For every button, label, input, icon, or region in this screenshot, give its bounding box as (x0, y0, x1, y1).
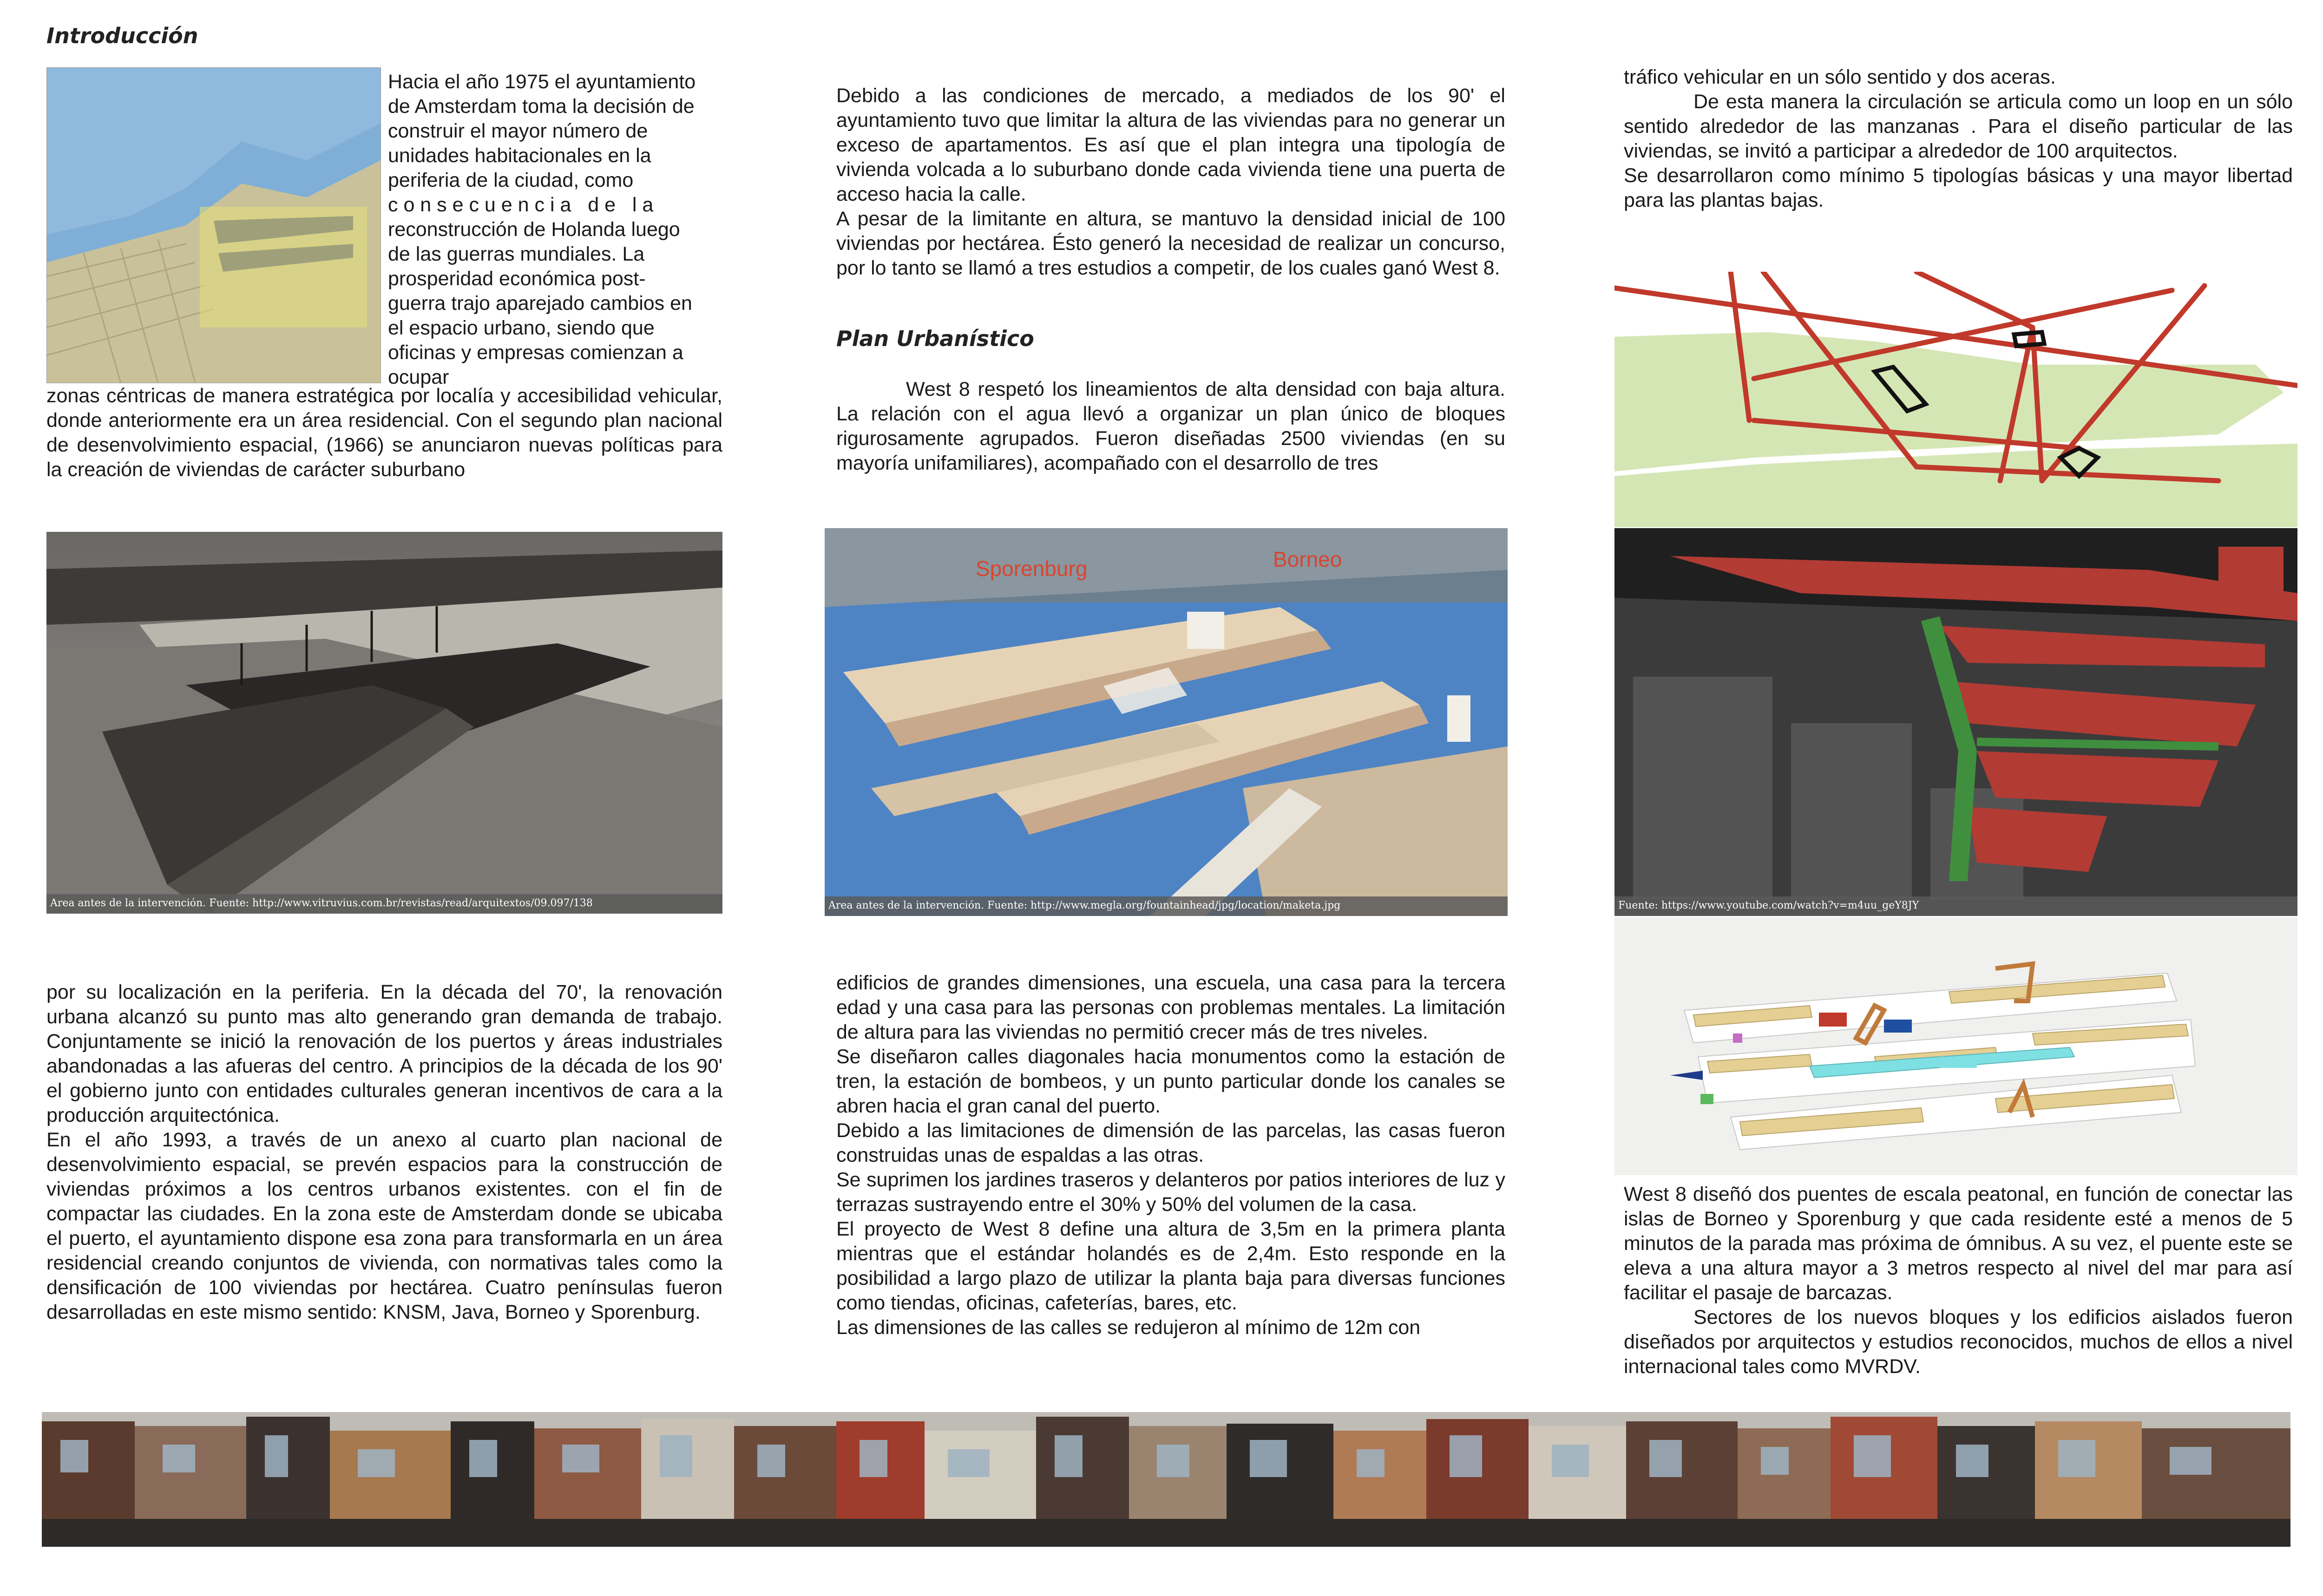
intro-line: guerra trajo aparejado cambios en (388, 292, 692, 314)
col3-para3: Se desarrollaron como mínimo 5 tipologías básicas y una mayor libertad para las plantas bajas. (1624, 164, 2293, 211)
col3-para2: De esta manera la circulación se articula como un loop en un sólo sentido alrededor de las manzanas . Para el diseño particular de las viviendas, se invitó a participar a alrededor de 100 arquitectos. (1624, 91, 2293, 162)
col2-lower-text (836, 971, 1505, 1340)
intro-line: reconstrucción de Holanda luego (388, 218, 680, 241)
model-caption-bar (825, 896, 1508, 916)
intro-line: Hacia el año 1975 el ayuntamiento (388, 71, 696, 93)
intro-line: ocupar (388, 366, 449, 388)
model-label-borneo: Borneo (1273, 547, 1342, 571)
col2-para4: edificios de grandes dimensiones, una escuela, una casa para la tercera edad y una casa para las personas con problemas mentales. La limitación de altura para las viviendas no permitió crecer más de tres niveles. (836, 972, 1505, 1043)
intro-line: oficinas y empresas comienzan a (388, 341, 683, 364)
col2-para6: Debido a las limitaciones de dimensión de las parcelas, las casas fueron construidas unas de espaldas a las otras. (836, 1119, 1505, 1166)
intro-paragraph-continuation (46, 384, 722, 482)
intro-line: periferia de la ciudad, como (388, 169, 634, 191)
intro-line: el espacio urbano, siendo que (388, 317, 655, 339)
intro-line: prosperidad económica post- (388, 268, 646, 290)
col2-para3: West 8 respetó los lineamientos de alta densidad con baja altura. La relación con el agua llevó a organizar un plan único de bloques rigurosamente agrupados. Fueron diseñadas 2500 viviendas (en su mayoría unifamiliares), acompañado con el desarrollo de tres (836, 378, 1505, 474)
col3-lower-text (1624, 1182, 2293, 1379)
col2-para1: Debido a las condiciones de mercado, a mediados de los 90' el ayuntamiento tuvo que limitar la altura de las viviendas para no generar un exceso de apartamentos. Es así que el plan integra una tipología de vivienda volcada a lo suburbano donde cada vivienda tiene una puerta de acceso hacia la calle. (836, 85, 1505, 205)
intro-line: de Amsterdam toma la decisión de (388, 95, 695, 118)
col3-para4: West 8 diseñó dos puentes de escala peatonal, en función de conectar las islas de Borneo y Sporenburg y que cada residente esté a menos de 5 minutos de la parada mas próxima de ómnibus. A su vez, el puente este se eleva a una altura mayor a 3 metros respecto al nivel del mar para así facilitar el pasaje de barcazas. (1624, 1183, 2293, 1304)
intro-para-rest: zonas céntricas de manera estratégica por localía y accesibilidad vehicular, donde anteriormente era un área residencial. Con el segundo plan nacional de desenvolvimiento espacial, (1966) se anunciaron nuevas políticas para la creación de viviendas de carácter suburbano (46, 385, 722, 481)
col2-para5: Se diseñaron calles diagonales hacia monumentos como la estación de tren, la estación de bombeos, y un punto particular donde los canales se abren hacia el gran canal del puerto. (836, 1046, 1505, 1117)
heading-introduccion: Introducción (46, 23, 198, 48)
aerial-caption-bar (1614, 896, 2297, 916)
harbor-photo (46, 532, 722, 914)
harbor-caption-bar (46, 894, 722, 914)
col2-plan-text (836, 377, 1505, 476)
intro-wrap-paragraph (388, 70, 713, 390)
col2-para7: Se suprimen los jardines traseros y delanteros por patios interiores de luz y terrazas sustrayendo entre el 30% y 50% del volumen de la casa. (836, 1169, 1505, 1216)
intro-line: unidades habitacionales en la (388, 144, 651, 167)
harbor-caption: Area antes de la intervención. Fuente: http://www.vitruvius.com.br/revistas/read/arquitextos/09.097/138 (50, 897, 593, 909)
col1-lower-text (46, 980, 722, 1325)
model-caption: Area antes de la intervención. Fuente: http://www.megla.org/fountainhead/jpg/location/maketa.jpg (828, 900, 1341, 911)
facade-panorama (42, 1412, 2290, 1547)
aerial-photo (1614, 528, 2297, 916)
col2-para2: A pesar de la limitante en altura, se mantuvo la densidad inicial de 100 viviendas por hectárea. Ésto generó la necesidad de realizar un concurso, por lo tanto se llamó a tres estudios a competir, de los cuales ganó West 8. (836, 208, 1505, 279)
col3-para1: tráfico vehicular en un sólo sentido y dos aceras. (1624, 66, 2056, 88)
intro-line: construir el mayor número de (388, 120, 648, 142)
col2-para8: El proyecto de West 8 define una altura de 3,5m en la primera planta mientras que el estándar holandés es de 2,4m. Esto responde en la posibilidad a largo plazo de utilizar la planta baja para diversas funciones como tiendas, oficinas, cafeterías, bares, etc. (836, 1218, 1505, 1314)
col2-para9: Las dimensiones de las calles se redujeron al mínimo de 12m con (836, 1316, 1421, 1339)
street-diagram (1614, 272, 2297, 527)
col1-para3: En el año 1993, a través de un anexo al cuarto plan nacional de desenvolvimiento espacial, se prevén espacios para la construcción de viviendas próximos a los centros urbanos existentes. con el fin de compactar las ciudades. En la zona este de Amsterdam donde se ubicaba el puerto, el ayuntamiento dispone esa zona para transformarla en un área residencial creando conjuntos de vivienda, con normativas tales como la densificación de 100 viviendas por hectárea. Cuatro penínsulas fueron desarrolladas en este mismo sentido: KNSM, Java, Borneo y Sporenburg. (46, 1129, 722, 1323)
heading-plan-urbanistico: Plan Urbanístico (836, 326, 1034, 351)
col2-upper-text (836, 84, 1505, 281)
intro-line: c o n s e c u e n c i a d e l a (388, 194, 654, 216)
col3-upper-text (1624, 65, 2293, 213)
model-label-sporenburg: Sporenburg (976, 556, 1088, 581)
amsterdam-map (46, 67, 381, 383)
col1-para2: por su localización en la periferia. En la década del 70', la renovación urbana alcanzó su punto mas alto generando gran demanda de trabajo. Conjuntamente se inició la renovación de los puertos y áreas industriales abandonadas a las afueras del centro. A principios de la década de los 90' el gobierno junto con entidades culturales generan incentivos de cara a la producción arquitectónica. (46, 981, 722, 1126)
model-photo (825, 528, 1508, 916)
aerial-caption: Fuente: https://www.youtube.com/watch?v=m4uu_geY8JY (1618, 900, 1919, 911)
intro-line: de las guerras mundiales. La (388, 243, 645, 265)
col3-para5: Sectores de los nuevos bloques y los edificios aislados fueron diseñados por arquitectos y estudios reconocidos, muchos de ellos a nivel internacional tales como MVRDV. (1624, 1306, 2293, 1378)
site-plan (1614, 917, 2297, 1175)
